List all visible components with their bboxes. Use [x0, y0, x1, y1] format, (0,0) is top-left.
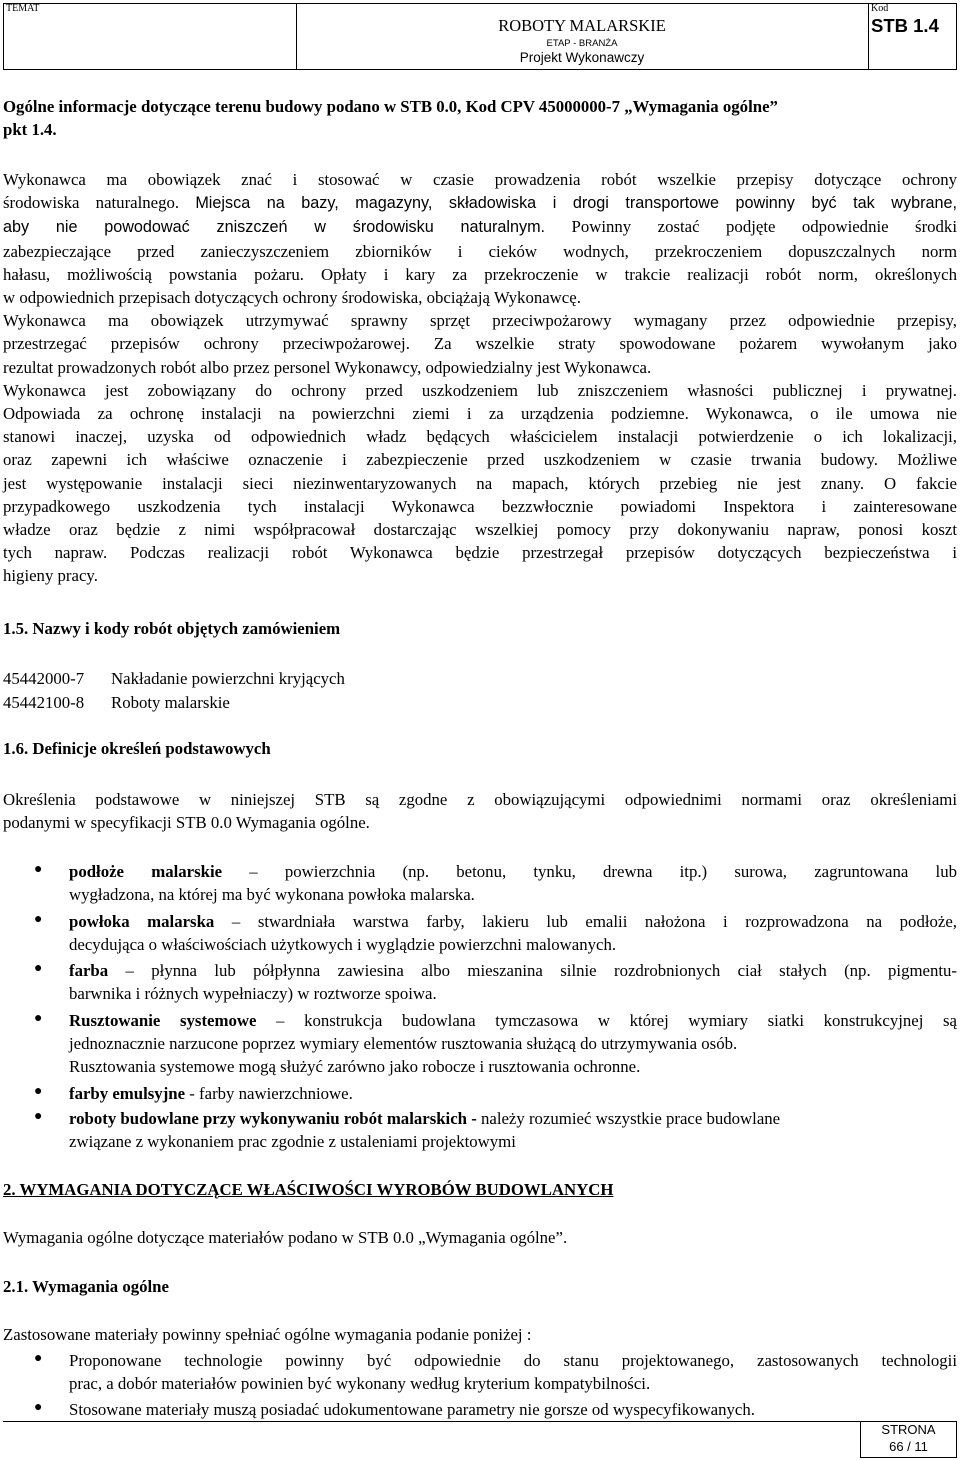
para-fragment: O fakcie — [864, 473, 957, 493]
code-number: 45442000-7 — [3, 669, 85, 688]
environment-paragraph — [3, 168, 957, 588]
code-description: Roboty malarskie — [111, 693, 230, 712]
header-left-rule — [3, 3, 4, 69]
header-etap: ETAP - BRANŻA — [546, 38, 618, 49]
para-line: stanowi inaczej, uzyska od odpowiednich władz będących właścicielem instalacji potwierdzenie o ich lokalizacji, — [3, 427, 957, 447]
section-2-1-heading: 2.1. Wymagania ogólne — [3, 1277, 169, 1296]
para-line: Wykonawca jest zobowiązany do ochrony przed uszkodzeniem lub zniszczeniem własności publicznej i prywatnej. — [3, 380, 957, 400]
footer-rule — [3, 1421, 957, 1422]
section-1-5-heading: 1.5. Nazwy i kody robót objętych zamówieniem — [3, 619, 341, 638]
definition-text: – powierzchnia (np. betonu, tynku, drewna itp.) surowa, zagruntowana lub — [222, 862, 957, 881]
definition-item — [69, 860, 957, 906]
requirement-item — [69, 1349, 957, 1395]
bullet-icon: ● — [34, 1351, 43, 1366]
para-line: podanymi w specyfikacji STB 0.0 Wymagania ogólne. — [3, 813, 370, 833]
definition-term: farby emulsyjne — [69, 1084, 186, 1103]
para-line: rezultat prowadzonych robót albo przez personel Wykonawcy, odpowiedzialny jest Wykonawca. — [3, 357, 652, 377]
para-fragment: Za wszelkie straty spowodowane pożarem wywołanym jako — [409, 334, 957, 354]
document-header — [0, 0, 960, 72]
temat-label: TEMAT — [6, 3, 40, 14]
para-line: Wykonawca ma obowiązek znać i stosować w czasie prowadzenia robót wszelkie przepisy dotyczące ochrony — [3, 170, 957, 189]
page-number: 66 / 11 — [889, 1439, 928, 1454]
para-fragment: Miejsca na bazy, magazyny, składowiska i drogi transportowe powinny być tak wybrane, — [195, 194, 957, 213]
kod-value: STB 1.4 — [871, 15, 939, 36]
para-fragment: hałasu, możliwością powstania pożaru. — [3, 264, 304, 284]
para-fragment: środowiska naturalnego. — [3, 193, 196, 213]
header-divider-right — [868, 3, 869, 69]
code-row — [3, 667, 345, 691]
para-line — [3, 215, 957, 239]
footer-box-bottom — [860, 1457, 957, 1458]
definition-line — [69, 910, 957, 933]
definition-line — [69, 1082, 957, 1105]
requirement-line: Stosowane materiały muszą posiadać udokumentowane parametry nie gorsze od wyspecyfikowanych. — [69, 1400, 755, 1419]
bullet-icon: ● — [34, 1011, 43, 1026]
para-line — [3, 472, 957, 495]
section-1-6-heading: 1.6. Definicje określeń podstawowych — [3, 739, 271, 758]
footer-box-right — [956, 1421, 957, 1457]
code-description: Nakładanie powierzchni kryjących — [111, 669, 345, 688]
bullet-icon: ● — [34, 1109, 43, 1124]
para-fragment: Podczas realizacji robót Wykonawca będzie przestrzegał przepisów dotyczących bezpieczeństwa i — [107, 543, 958, 563]
section-2-text: Wymagania ogólne dotyczące materiałów podano w STB 0.0 „Wymagania ogólne”. — [3, 1228, 568, 1247]
definitions-intro — [3, 788, 957, 834]
definition-line: Rusztowania systemowe mogą służyć zarówno jako robocze i rusztowania ochronne. — [69, 1057, 641, 1077]
definition-term: farba — [69, 961, 109, 980]
definition-text: należy rozumieć wszystkie prace budowlane — [476, 1109, 781, 1128]
definition-term: roboty budowlane przy wykonywaniu robót malarskich - — [69, 1109, 477, 1128]
definition-item — [69, 1082, 957, 1105]
section-2-heading: 2. WYMAGANIA DOTYCZĄCE WŁAŚCIWOŚCI WYROBÓW BUDOWLANYCH — [3, 1180, 614, 1199]
para-fragment: Wykonawca, o ile umowa nie — [688, 404, 957, 424]
bullet-icon: ● — [34, 1084, 43, 1099]
para-fragment: przestrzegać przepisów ochrony przeciwpożarowej. — [3, 334, 410, 354]
code-row — [3, 691, 345, 715]
definition-term: podłoże malarskie — [69, 862, 223, 881]
definition-term: powłoka malarska — [69, 912, 215, 931]
para-line: przypadkowego uszkodzenia tych instalacji Wykonawca bezzwłocznie powiadomi Inspektora i zainteresowane — [3, 496, 957, 516]
definition-line — [69, 1107, 957, 1130]
para-line — [3, 263, 957, 286]
definition-text: - farby nawierzchniowe. — [185, 1084, 353, 1103]
para-fragment: Odpowiada za ochronę instalacji na powierzchni ziemi i za urządzenia podziemne. — [3, 404, 689, 424]
definition-term: Rusztowanie systemowe — [69, 1011, 257, 1030]
bullet-icon: ● — [34, 862, 43, 877]
requirement-line: Proponowane technologie powinny być odpowiednie do stanu projektowanego, zastosowanych technologii — [69, 1351, 957, 1370]
para-fragment: oraz zapewni ich właściwe oznaczenie i zabezpieczenie przed uszkodzeniem w czasie trwania budowy. — [3, 450, 878, 470]
para-line — [3, 191, 957, 215]
section-2-1-intro: Zastosowane materiały powinny spełniać ogólne wymagania podanie poniżej : — [3, 1325, 532, 1344]
para-fragment: tych napraw. — [3, 543, 108, 563]
definition-item — [69, 910, 957, 956]
footer-label: STRONA — [881, 1422, 936, 1437]
definition-line — [69, 860, 957, 883]
para-fragment: aby nie powodować zniszczeń w środowisku naturalnym. — [3, 218, 546, 237]
definition-line: jednoznacznie narzucone poprzez wymiary elementów rusztowania służącą do utrzymywania osób. — [69, 1034, 738, 1054]
intro-heading-line1: Ogólne informacje dotyczące terenu budowy podano w STB 0.0, Kod CPV 45000000-7 „Wymagania ogólne” — [3, 97, 778, 116]
kod-label: Kod — [871, 3, 889, 14]
code-number: 45442100-8 — [3, 693, 85, 712]
definition-line: związane z wykonaniem prac zgodnie z ustaleniami projektowymi — [69, 1132, 516, 1152]
definition-text: – płynna lub półpłynna zawiesina albo mieszanina silnie rozdrobnionych ciał stałych (np. pigmentu- — [108, 961, 957, 980]
header-right-rule — [956, 3, 957, 69]
header-top-rule — [3, 3, 957, 4]
para-line — [3, 541, 957, 564]
bullet-icon: ● — [34, 912, 43, 927]
para-line: zabezpieczające przed zanieczyszczeniem zbiorników i cieków wodnych, przekroczeniem dopuszczalnych norm — [3, 241, 957, 261]
definition-line: decydująca o właściwościach użytkowych i wyglądzie powierzchni malowanych. — [69, 935, 617, 955]
definition-text: – stwardniała warstwa farby, lakieru lub emalii nałożona i rozprowadzona na podłoże, — [214, 912, 957, 931]
para-line: higieny pracy. — [3, 566, 98, 586]
header-title: ROBOTY MALARSKIE — [498, 16, 666, 35]
bullet-icon: ● — [34, 961, 43, 976]
para-line: Określenia podstawowe w niniejszej STB są zgodne z obowiązującymi odpowiednimi normami oraz określeniami — [3, 790, 957, 809]
header-project: Projekt Wykonawczy — [519, 50, 645, 65]
para-fragment: Możliwe — [877, 450, 957, 470]
code-list — [3, 667, 345, 715]
para-line — [3, 332, 957, 355]
requirement-line: prac, a dobór materiałów powinien być wykonany według kryterium kompatybilności. — [69, 1374, 651, 1394]
definition-item — [69, 959, 957, 1005]
definition-item — [69, 1009, 957, 1079]
definition-line — [69, 959, 957, 982]
para-line: w odpowiednich przepisach dotyczących ochrony środowiska, obciążają Wykonawcę. — [3, 288, 581, 308]
para-line: władze oraz będzie z nimi współpracował dostarczając wszelkiej pomocy przy dokonywaniu napraw, ponosi koszt — [3, 520, 957, 540]
bullet-icon: ● — [34, 1400, 43, 1415]
para-fragment: Powinny zostać podjęte odpowiednie środki — [545, 217, 957, 237]
para-line — [3, 402, 957, 425]
requirement-item — [69, 1398, 957, 1421]
definition-line: barwnika i różnych wypełniaczy) w roztworze spoiwa. — [69, 984, 437, 1004]
para-line: Wykonawca ma obowiązek utrzymywać sprawny sprzęt przeciwpożarowy wymagany przez odpowiednie przepisy, — [3, 311, 957, 331]
para-fragment: Opłaty i kary za przekroczenie w trakcie realizacji robót norm, określonych — [303, 264, 957, 284]
para-fragment: jest występowanie instalacji sieci niezinwentaryzowanych na mapach, których przebieg nie jest znany. — [3, 473, 865, 493]
definition-line: wygładzona, na której ma być wykonana powłoka malarska. — [69, 885, 475, 905]
definition-line — [69, 1009, 957, 1032]
intro-heading-line2: pkt 1.4. — [3, 120, 57, 139]
header-bottom-rule — [3, 69, 957, 70]
definition-text: – konstrukcja budowlana tymczasowa w której wymiary siatki konstrukcyjnej są — [256, 1011, 957, 1030]
para-line — [3, 448, 957, 471]
definition-item — [69, 1107, 957, 1153]
